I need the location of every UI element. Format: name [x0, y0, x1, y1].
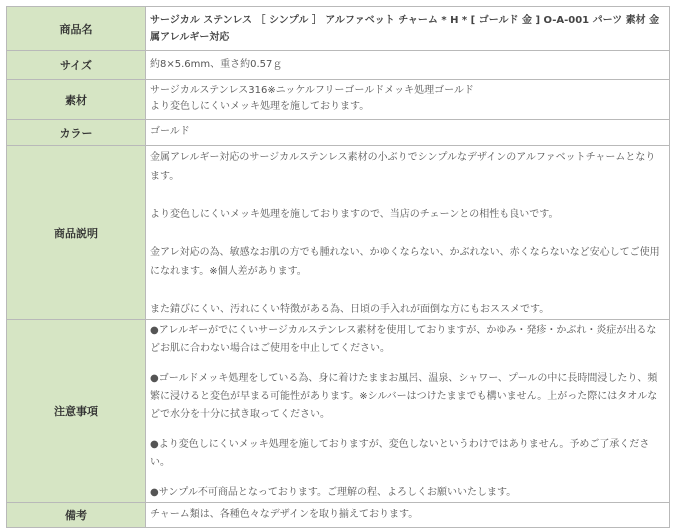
value-remarks: チャーム類は、各種色々なデザインを取り揃えております。: [146, 503, 670, 528]
value-size: 約8×5.6mm、重さ約0.57ｇ: [146, 51, 670, 80]
row-product-name: [7, 7, 670, 51]
description-paragraph: また錆びにくい、汚れにくい特徴がある為、日頃の手入れが面倒な方にもおススメです。: [150, 304, 550, 315]
material-line: より変色しにくいメッキ処理を施しております。: [150, 101, 370, 112]
value-notes: [146, 320, 670, 503]
row-notes: [7, 320, 670, 503]
value-product-name: サージカル ステンレス ［ シンプル ］ アルファベット チャーム * H * [ ゴールド 金 ] O-A-001 パーツ 素材 金属アレルギー対応: [146, 7, 670, 51]
label-material: 素材: [7, 80, 146, 120]
label-color: カラー: [7, 120, 146, 146]
row-description: [7, 146, 670, 320]
product-spec-table: [6, 6, 670, 528]
row-remarks: [7, 503, 670, 528]
notes-paragraph: ●サンプル不可商品となっております。ご理解の程、よろしくお願いいたします。: [150, 487, 517, 498]
label-notes: 注意事項: [7, 320, 146, 503]
notes-paragraph: ●より変色しにくいメッキ処理を施しておりますが、変色しないというわけではありません。予めご了承ください。: [150, 439, 650, 468]
notes-paragraph: ●アレルギーがでにくいサージカルステンレス素材を使用しておりますが、かゆみ・発疹・かぶれ・炎症が出るなどお肌に合わない場合はご使用を中止してください。: [150, 325, 657, 354]
notes-paragraph: ●ゴールドメッキ処理をしている為、身に着けたままお風呂、温泉、シャワー、プールの中に長時間浸したり、頻繁に浸けると変色が早まる可能性があります。※シルバーはつけたままでも構いません。上がった際にはタオルなどで水分を十分に拭き取ってください。: [150, 373, 658, 420]
row-color: [7, 120, 670, 146]
description-paragraph: より変色しにくいメッキ処理を施しておりますので、当店のチェーンとの相性も良いです。: [150, 209, 559, 220]
value-color: ゴールド: [146, 120, 670, 146]
value-material: [146, 80, 670, 120]
label-description: 商品説明: [7, 146, 146, 320]
description-paragraph: 金アレ対応の為、敏感なお肌の方でも腫れない、かゆくならない、かぶれない、赤くならないなど安心してご使用になれます。※個人差があります。: [150, 247, 660, 277]
label-product-name: 商品名: [7, 7, 146, 51]
description-paragraph: 金属アレルギー対応のサージカルステンレス素材の小ぶりでシンプルなデザインのアルファベットチャームとなります。: [150, 152, 656, 182]
row-size: [7, 51, 670, 80]
label-remarks: 備考: [7, 503, 146, 528]
material-line: サージカルステンレス316※ニッケルフリーゴールドメッキ処理ゴールド: [150, 85, 474, 96]
label-size: サイズ: [7, 51, 146, 80]
row-material: [7, 80, 670, 120]
value-description: [146, 146, 670, 320]
